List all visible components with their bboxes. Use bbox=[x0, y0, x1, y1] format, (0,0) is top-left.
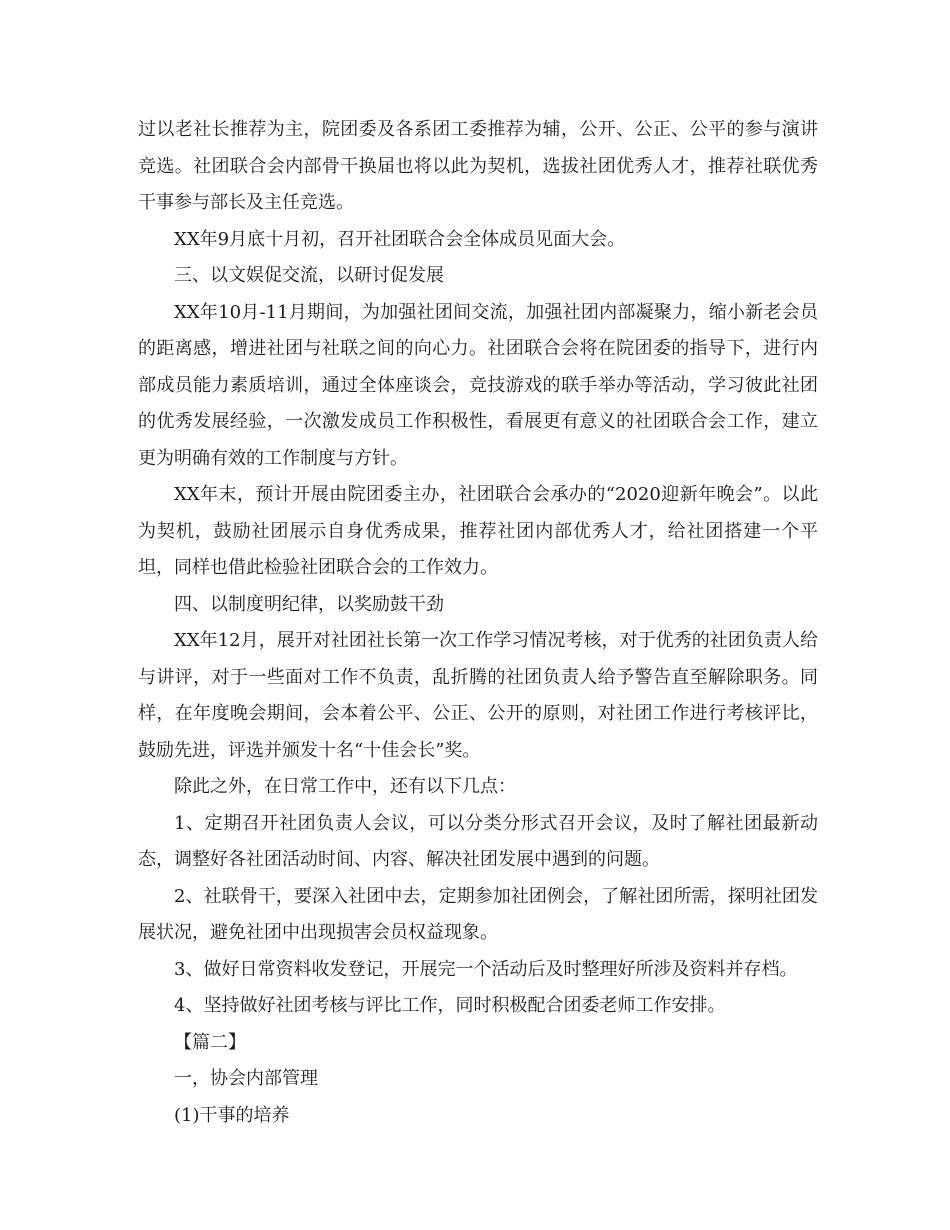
subsection-heading-staff-training: (1)干事的培养 bbox=[174, 1104, 290, 1126]
part-heading-2: 【篇二】 bbox=[174, 1031, 246, 1053]
list-item-3: 3、做好日常资料收发登记，开展完一个活动后及时整理好所涉及资料并存档。 bbox=[174, 958, 798, 980]
list-item-2: 2、社联骨干，要深入社团中去，定期参加社团例会，了解社团所需，探明社团发展状况，避免社团中出现损害会员权益现象。 bbox=[138, 885, 818, 943]
paragraph-daily-work-intro: 除此之外，在日常工作中，还有以下几点： bbox=[174, 776, 516, 797]
list-item-1: 1、定期召开社团负责人会议，可以分类分形式召开会议，及时了解社团最新动态，调整好各社团活动时间、内容、解决社团发展中遇到的问题。 bbox=[138, 812, 818, 870]
list-item-4: 4、坚持做好社团考核与评比工作，同时积极配合团委老师工作安排。 bbox=[174, 995, 726, 1016]
paragraph-new-year-gala: XX年末，预计开展由院团委主办，社团联合会承办的“2020迎新年晚会”。以此为契机，鼓励社团展示自身优秀成果，推荐社团内部优秀人才，给社团搭建一个平坦，同样也借此检验社团联合会的工作效力。 bbox=[138, 484, 818, 578]
section-heading-internal-management: 一，协会内部管理 bbox=[174, 1068, 318, 1089]
paragraph-exchange: XX年10月-11月期间，为加强社团间交流，加强社团内部凝聚力，缩小新老会员的距离感，增进社团与社联之间的向心力。社团联合会将在院团委的指导下，进行内部成员能力素质培训，通过全体座谈会，竞技游戏的联手举办等活动，学习彼此社团的优秀发展经验，一次激发成员工作积极性，看展更有意义的社团联合会工作，建立更为明确有效的工作制度与方针。 bbox=[138, 301, 818, 469]
paragraph-continuation: 过以老社长推荐为主，院团委及各系团工委推荐为辅，公开、公正、公平的参与演讲竞选。社团联合会内部骨干换届也将以此为契机，选拔社团优秀人才，推荐社联优秀干事参与部长及主任竞选。 bbox=[138, 119, 818, 213]
paragraph-meeting-date: XX年9月底十月初，召开社团联合会全体成员见面大会。 bbox=[174, 228, 626, 250]
paragraph-assessment: XX年12月，展开对社团社长第一次工作学习情况考核，对于优秀的社团负责人给与讲评，对于一些面对工作不负责，乱折腾的社团负责人给予警告直至解除职务。同样，在年度晚会期间，会本着公平、公正、公开的原则，对社团工作进行考核评比，鼓励先进，评选并颁发十名“十佳会长”奖。 bbox=[138, 630, 818, 761]
section-heading-4: 四、以制度明纪律，以奖励鼓干劲 bbox=[174, 593, 444, 615]
document-body bbox=[138, 112, 818, 1134]
section-heading-3: 三、以文娱促交流，以研讨促发展 bbox=[174, 265, 444, 286]
